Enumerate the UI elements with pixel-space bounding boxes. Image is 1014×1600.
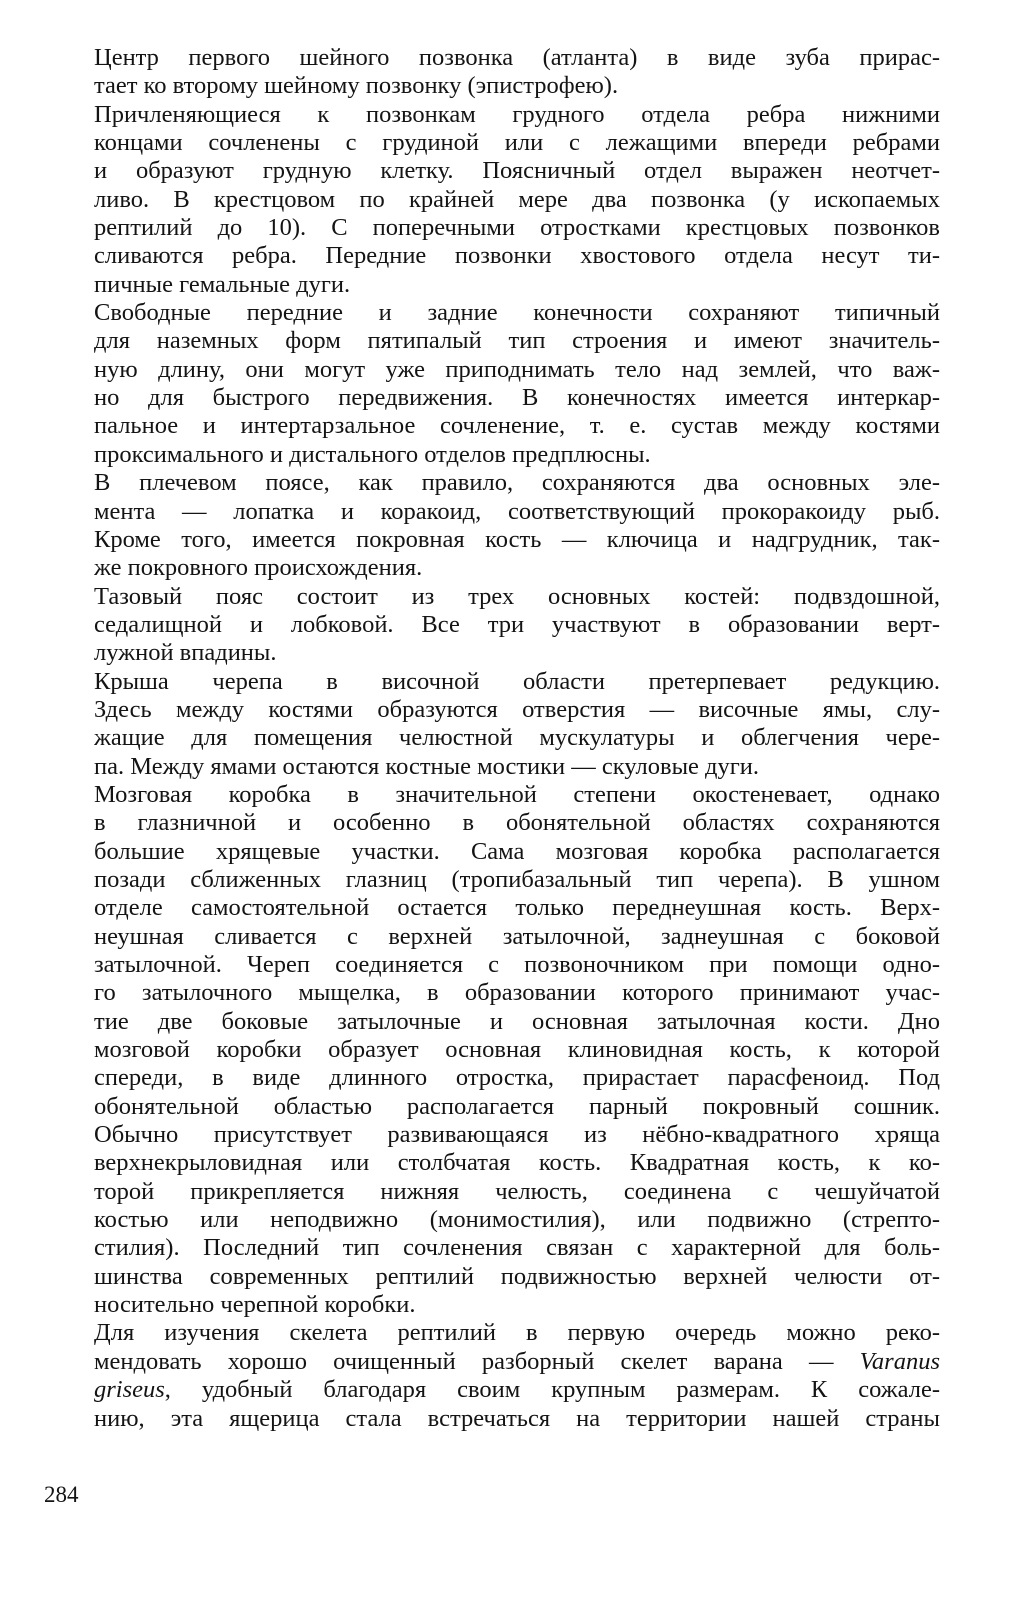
text-line bbox=[94, 1376, 940, 1404]
text-line: рептилий до 10). С поперечными отростками крестцовых позвонков bbox=[94, 214, 940, 242]
text-segment: нию, эта ящерица стала встречаться на территории нашей страны bbox=[94, 1404, 940, 1432]
paragraph-first-line: В плечевом поясе, как правило, сохраняются два основных эле- bbox=[94, 469, 940, 497]
text-line: мента — лопатка и коракоид, соответствующий прокоракоиду рыб. bbox=[94, 497, 940, 525]
text-line: же покровного происхождения. bbox=[94, 554, 423, 582]
text-line: стилия). Последний тип сочленения связан с характерной для боль- bbox=[94, 1234, 940, 1262]
text-line: го затылочного мыщелка, в образовании которого принимают учас- bbox=[94, 979, 940, 1007]
text-segment: мендовать хорошо очищенный разборный скелет варана — bbox=[94, 1347, 860, 1375]
text-line: Центр первого шейного позвонка (атланта) в виде зуба прирас- bbox=[94, 44, 940, 71]
text-line: торой прикрепляется нижняя челюсть, соединена с чешуйчатой bbox=[94, 1177, 940, 1205]
text-line bbox=[94, 1348, 940, 1376]
text-line: концами сочленены с грудиной или с лежащими впереди ребрами bbox=[94, 129, 940, 157]
text-segment: Для изучения скелета рептилий в первую очередь можно реко- bbox=[94, 1319, 940, 1347]
paragraph-first-line: Крыша черепа в височной области претерпевает редукцию. bbox=[94, 667, 940, 695]
text-line: но для быстрого передвижения. В конечностях имеется интеркар- bbox=[94, 384, 940, 412]
latin-species-name: Varanus bbox=[859, 1347, 940, 1375]
paragraph-first-line: Свободные передние и задние конечности сохраняют типичный bbox=[94, 299, 940, 327]
text-line: сливаются ребра. Передние позвонки хвостового отдела несут ти- bbox=[94, 242, 940, 270]
paragraph-first-line bbox=[94, 1319, 940, 1347]
text-line: и образуют грудную клетку. Поясничный отдел выражен неотчет- bbox=[94, 157, 940, 185]
text-line: ную длину, они могут уже приподнимать тело над землей, что важ- bbox=[94, 355, 940, 383]
text-line: для наземных форм пятипалый тип строения и имеют значитель- bbox=[94, 327, 940, 355]
page-number: 284 bbox=[44, 1482, 79, 1507]
text-line: в глазничной и особенно в обонятельной областях сохраняются bbox=[94, 809, 940, 837]
text-line: проксимального и дистального отделов предплюсны. bbox=[94, 440, 651, 468]
text-line: шинства современных рептилий подвижностью верхней челюсти от- bbox=[94, 1262, 940, 1290]
text-line: седалищной и лобковой. Все три участвуют в образовании верт- bbox=[94, 610, 940, 638]
text-body bbox=[94, 44, 940, 1433]
text-line: Обычно присутствует развивающаяся из нёбно-квадратного хряща bbox=[94, 1121, 940, 1149]
text-line bbox=[94, 1405, 940, 1433]
text-line: позади сближенных глазниц (тропибазальный тип черепа). В ушном bbox=[94, 865, 940, 893]
text-line: носительно черепной коробки. bbox=[94, 1291, 416, 1319]
text-line: обонятельной областью располагается парный покровный сошник. bbox=[94, 1092, 940, 1120]
text-line: па. Между ямами остаются костные мостики — скуловые дуги. bbox=[94, 752, 760, 780]
text-line: жащие для помещения челюстной мускулатуры и облегчения чере- bbox=[94, 724, 940, 752]
text-line: пичные гемальные дуги. bbox=[94, 270, 351, 298]
text-line: большие хрящевые участки. Сама мозговая коробка располагается bbox=[94, 837, 940, 865]
text-line: тие две боковые затылочные и основная затылочная кости. Дно bbox=[94, 1007, 940, 1035]
text-segment: , удобный благодаря своим крупным размерам. К сожале- bbox=[164, 1376, 940, 1404]
text-line: мозговой коробки образует основная клиновидная кость, к которой bbox=[94, 1036, 940, 1064]
paragraph-first-line: Причленяющиеся к позвонкам грудного отдела ребра нижними bbox=[94, 100, 940, 128]
text-line: тает ко второму шейному позвонку (эпистрофею). bbox=[94, 72, 619, 100]
text-line: верхнекрыловидная или столбчатая кость. Квадратная кость, к ко- bbox=[94, 1149, 940, 1177]
text-line: лужной впадины. bbox=[94, 639, 277, 667]
text-line: спереди, в виде длинного отростка, прирастает парасфеноид. Под bbox=[94, 1064, 940, 1092]
text-line: Кроме того, имеется покровная кость — ключица и надгрудник, так- bbox=[94, 525, 940, 553]
latin-species-name: griseus bbox=[94, 1376, 165, 1404]
text-line: затылочной. Череп соединяется с позвоночником при помощи одно- bbox=[94, 951, 940, 978]
paragraph-first-line: Мозговая коробка в значительной степени окостеневает, однако bbox=[94, 780, 940, 808]
text-line: костью или неподвижно (монимостилия), или подвижно (стрепто- bbox=[94, 1206, 940, 1234]
text-line: пальное и интертарзальное сочленение, т. е. сустав между костями bbox=[94, 412, 940, 440]
paragraph-first-line: Тазовый пояс состоит из трех основных костей: подвздошной, bbox=[94, 582, 940, 610]
text-line: ливо. В крестцовом по крайней мере два позвонка (у ископаемых bbox=[94, 185, 940, 213]
text-line: Здесь между костями образуются отверстия — височные ямы, слу- bbox=[94, 695, 940, 723]
text-line: отделе самостоятельной остается только переднеушная кость. Верх- bbox=[94, 894, 940, 922]
text-line: неушная сливается с верхней затылочной, заднеушная с боковой bbox=[94, 922, 940, 950]
